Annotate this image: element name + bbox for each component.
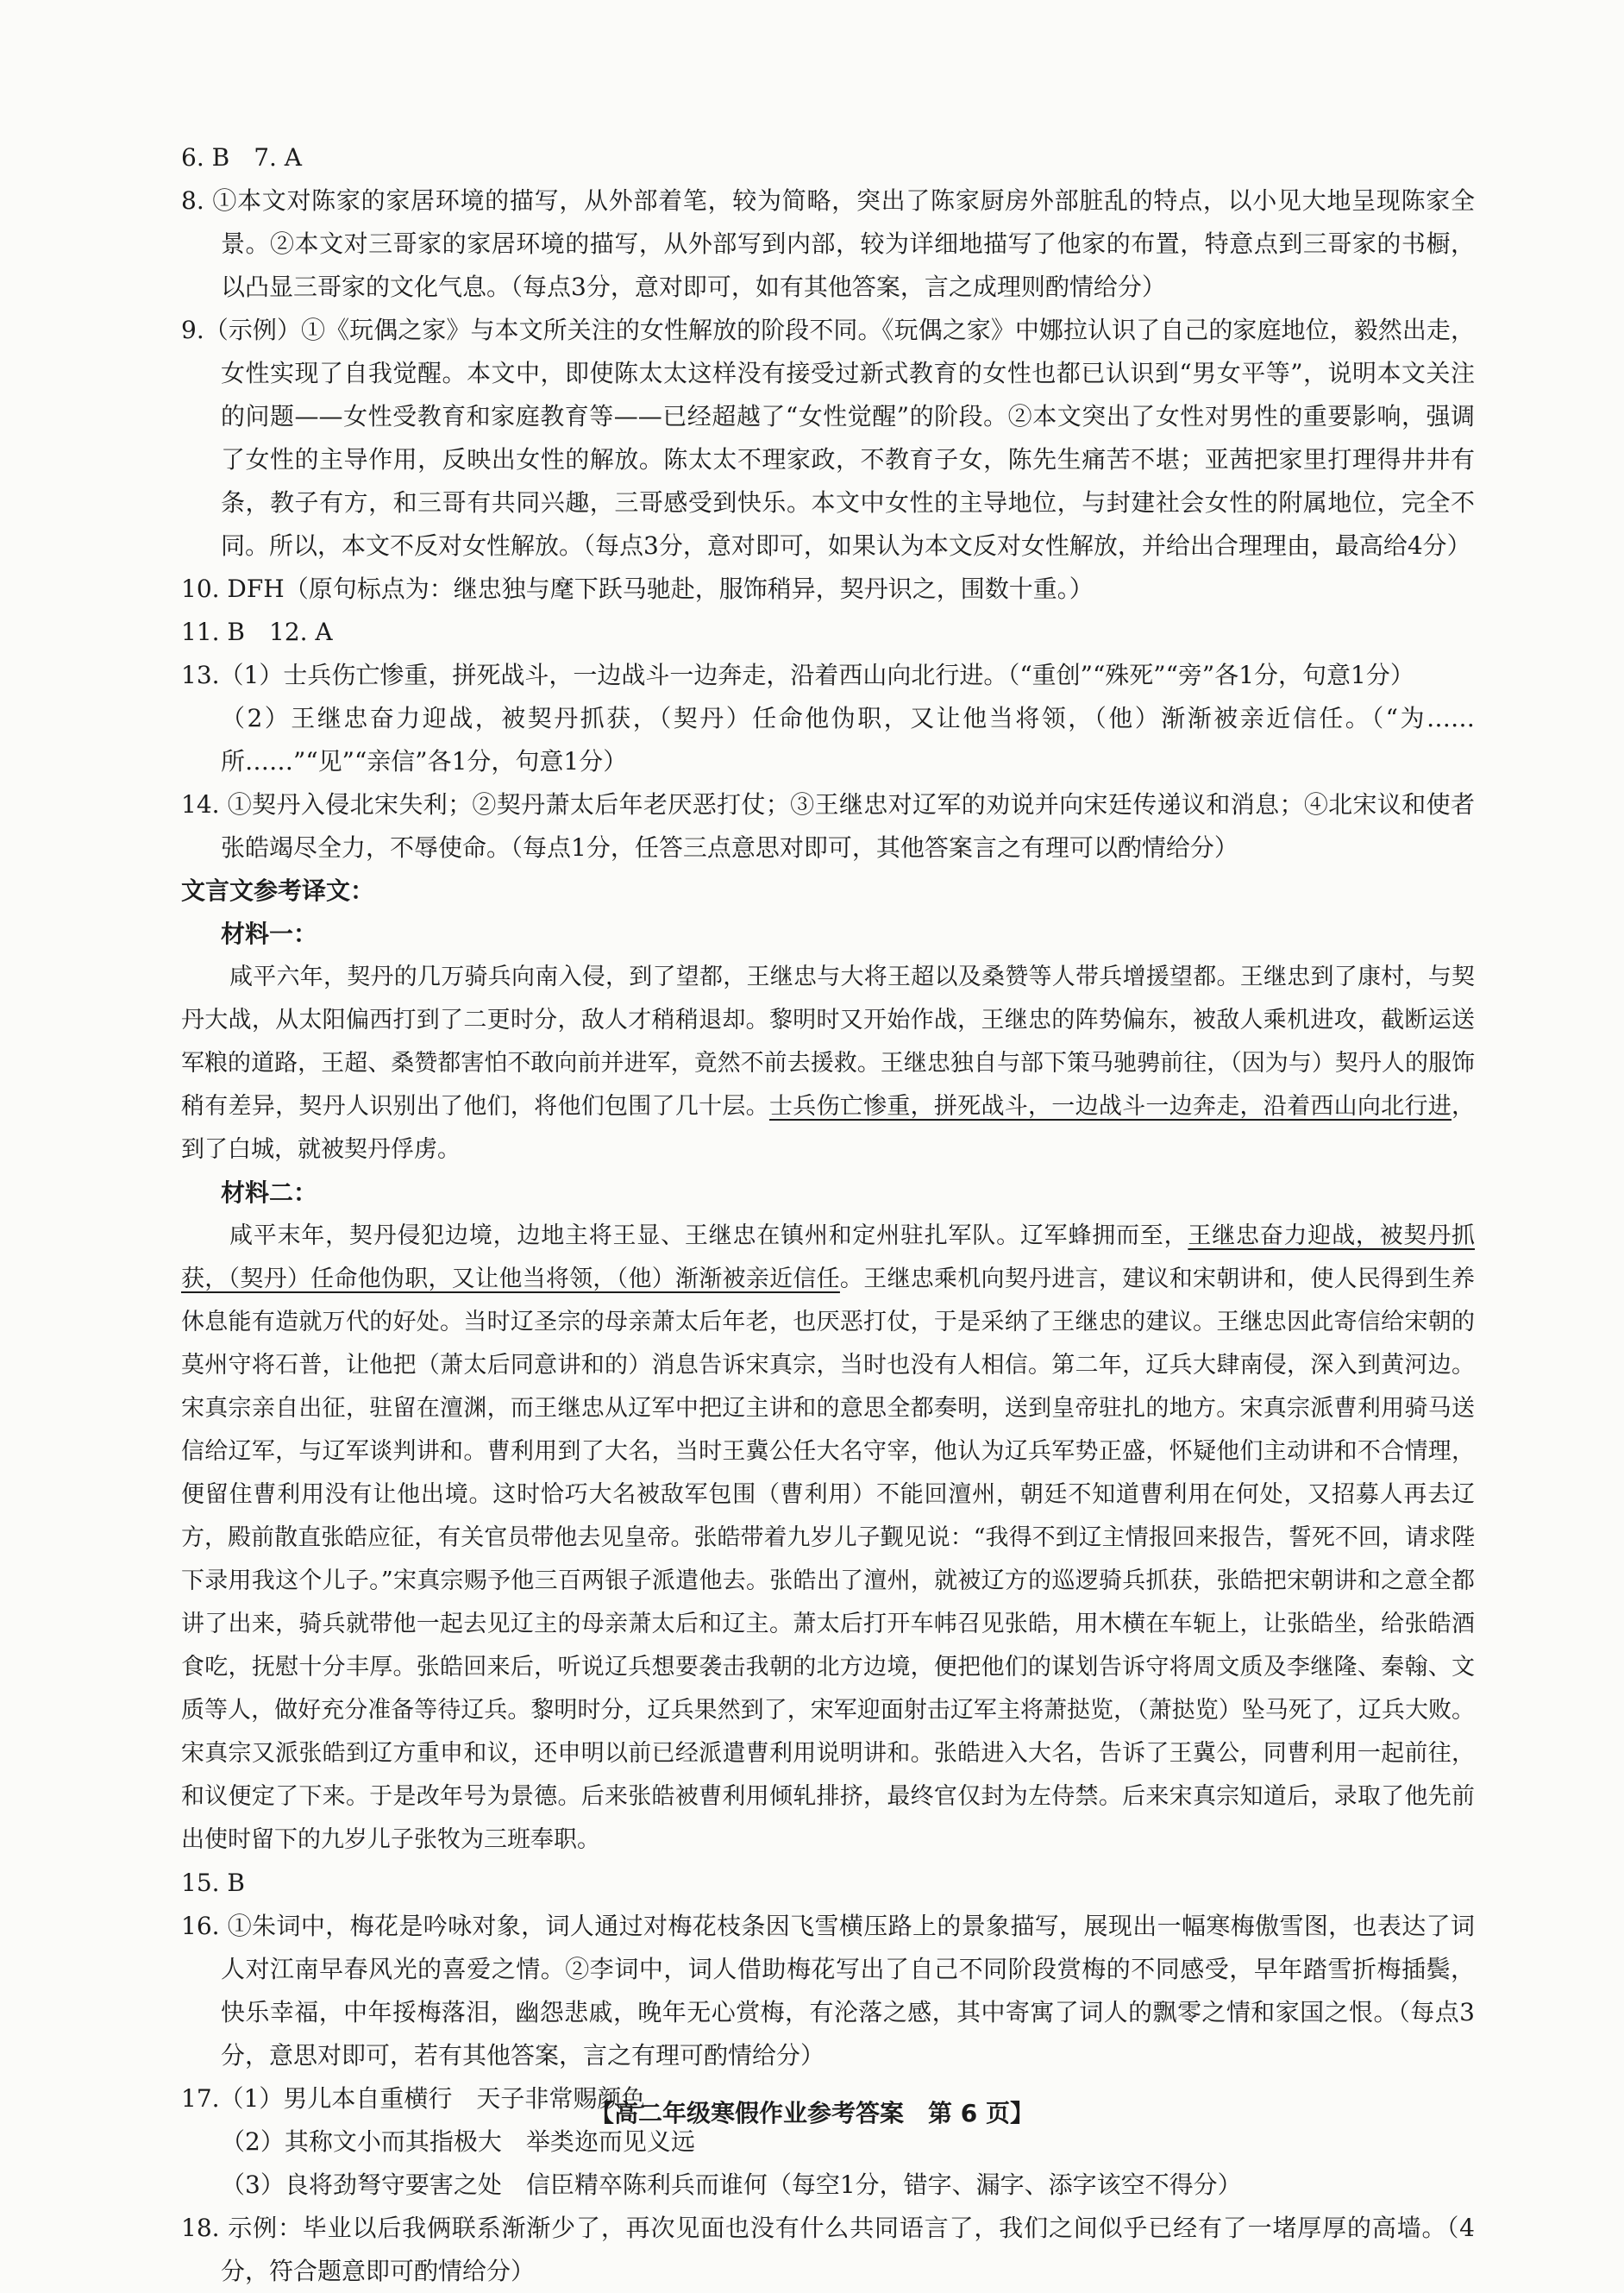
answer-17-3: （3）良将劲弩守要害之处 信臣精卒陈利兵而谁何（每空1分，错字、漏字、添字该空不得分）	[221, 2170, 1242, 2199]
material-2-underlined: 王继忠奋力迎战，被契丹抓获，（契丹）任命他伪职，又让他当将领，（他）渐渐被亲近信任	[181, 1222, 1476, 1292]
material-1-title: 材料一：	[221, 920, 318, 948]
material-1-underlined: 士兵伤亡惨重，拼死战斗，一边战斗一边奔走，沿着西山向北行进	[768, 1093, 1452, 1120]
answer-13-2: （2）王继忠奋力迎战，被契丹抓获，（契丹）任命他伪职，又让他当将领，（他）渐渐被亲近信任。（“为……所……”“见”“亲信”各1分，句意1分）	[221, 704, 1475, 776]
answer-17-1: 17.（1）男儿本自重横行 天子非常赐颜色	[181, 2084, 646, 2113]
answer-16: 16. ①朱词中，梅花是吟咏对象，词人通过对梅花枝条因飞雪横压路上的景象描写，展现出一幅寒梅傲雪图，也表达了词人对江南早春风光的喜爱之情。②李词中，词人借助梅花写出了自己不同阶段赏梅的不同感受，早年踏雪折梅插鬓，快乐幸福，中年挼梅落泪，幽怨悲戚，晚年无心赏梅，有沦落之感，其中寄寓了词人的飘零之情和家国之恨。（每点3分，意思对即可，若有其他答案，言之有理可酌情给分）	[181, 1912, 1475, 2070]
answer-14: 14. ①契丹入侵北宋失利；②契丹萧太后年老厌恶打仗；③王继忠对辽军的劝说并向宋廷传递议和消息；④北宋议和使者张皓竭尽全力，不辱使命。（每点1分，任答三点意思对即可，其他答案言之有理可以酌情给分）	[181, 790, 1475, 862]
material-1-text-part1: 咸平六年，契丹的几万骑兵向南入侵，到了望都，王继忠与大将王超以及桑赞等人带兵增援望都。王继忠到了康村，与契丹大战，从太阳偏西打到了二更时分，敌人才稍稍退却。黎明时又开始作战，王继忠的阵势偏东，被敌人乘机进攻，截断运送军粮的道路，王超、桑赞都害怕不敢向前并进军，竟然不前去援救。王继忠独自与部下策马驰骋前往，（因为与）契丹人的服饰稍有差异，契丹人识别出了他们，将他们包围了几十层。	[181, 964, 1475, 1120]
answer-18: 18. 示例：毕业以后我俩联系渐渐少了，再次见面也没有什么共同语言了，我们之间似乎已经有了一堵厚厚的高墙。（4分，符合题意即可酌情给分）	[181, 2214, 1475, 2285]
answer-content	[181, 136, 1475, 2293]
answer-8: 8. ①本文对陈家的家居环境的描写，从外部着笔，较为简略，突出了陈家厨房外部脏乱的特点，以小见大地呈现陈家全景。②本文对三哥家的家居环境的描写，从外部写到内部，较为详细地描写了他家的布置，特意点到三哥家的书橱，以凸显三哥家的文化气息。（每点3分，意对即可，如有其他答案，言之成理则酌情给分）	[181, 186, 1475, 301]
translation-heading: 文言文参考译文：	[181, 876, 375, 905]
material-2-text	[181, 1215, 1475, 1862]
answer-11-12: 11. B 12. A	[181, 618, 333, 646]
material-2-title: 材料二：	[221, 1178, 318, 1207]
answer-10: 10. DFH（原句标点为：继忠独与麾下跃马驰赴，服饰稍异，契丹识之，围数十重。）	[181, 575, 1094, 603]
material-2-text-part1: 咸平末年，契丹侵犯边境，边地主将王显、王继忠在镇州和定州驻扎军队。辽军蜂拥而至，	[229, 1222, 1188, 1249]
page-footer: 【高二年级寒假作业参考答案 第 6 页】	[590, 2099, 1034, 2127]
material-1-text-part2: ，到了白城，就被契丹俘虏。	[181, 1093, 1476, 1163]
answer-17-2: （2）其称文小而其指极大 举类迩而见义远	[221, 2127, 695, 2156]
answer-13-1: 13.（1）士兵伤亡惨重，拼死战斗，一边战斗一边奔走，沿着西山向北行进。（“重创”“殊死”“旁”各1分，句意1分）	[181, 661, 1414, 689]
material-2-text-part2: 。王继忠乘机向契丹进言，建议和宋朝讲和，使人民得到生养休息能有造就万代的好处。当时辽圣宗的母亲萧太后年老，也厌恶打仗，于是采纳了王继忠的建议。王继忠因此寄信给宋朝的莫州守将石普，让他把（萧太后同意讲和的）消息告诉宋真宗，当时也没有人相信。第二年，辽兵大肆南侵，深入到黄河边。宋真宗亲自出征，驻留在澶渊，而王继忠从辽军中把辽主讲和的意思全都奏明，送到皇帝驻扎的地方。宋真宗派曹利用骑马送信给辽军，与辽军谈判讲和。曹利用到了大名，当时王冀公任大名守宰，他认为辽兵军势正盛，怀疑他们主动讲和不合情理，便留住曹利用没有让他出境。这时恰巧大名被敌军包围（曹利用）不能回澶州，朝廷不知道曹利用在何处，又招募人再去辽方，殿前散直张皓应征，有关官员带他去见皇帝。张皓带着九岁儿子觐见说：“我得不到辽主情报回来报告，誓死不回，请求陛下录用我这个儿子。”宋真宗赐予他三百两银子派遣他去。张皓出了澶州，就被辽方的巡逻骑兵抓获，张皓把宋朝讲和之意全都讲了出来，骑兵就带他一起去见辽主的母亲萧太后和辽主。萧太后打开车帏召见张皓，用木横在车轭上，让张皓坐，给张皓酒食吃，抚慰十分丰厚。张皓回来后，听说辽兵想要袭击我朝的北方边境，便把他们的谋划告诉守将周文质及李继隆、秦翰、文质等人，做好充分准备等待辽兵。黎明时分，辽兵果然到了，宋军迎面射击辽军主将萧挞览，（萧挞览）坠马死了，辽兵大败。宋真宗又派张皓到辽方重申和议，还申明以前已经派遣曹利用说明讲和。张皓进入大名，告诉了王冀公，同曹利用一起前往，和议便定了下来。于是改年号为景德。后来张皓被曹利用倾轧排挤，最终官仅封为左侍禁。后来宋真宗知道后，录取了他先前出使时留下的九岁儿子张牧为三班奉职。	[181, 1266, 1476, 1853]
material-1-text	[181, 956, 1475, 1172]
answer-15: 15. B	[181, 1869, 246, 1897]
answer-6-7: 6. B 7. A	[181, 143, 303, 172]
answer-9: 9.（示例）①《玩偶之家》与本文所关注的女性解放的阶段不同。《玩偶之家》中娜拉认识了自己的家庭地位，毅然出走，女性实现了自我觉醒。本文中，即使陈太太这样没有接受过新式教育的女性也都已认识到“男女平等”，说明本文关注的问题——女性受教育和家庭教育等——已经超越了“女性觉醒”的阶段。②本文突出了女性对男性的重要影响，强调了女性的主导作用，反映出女性的解放。陈太太不理家政，不教育子女，陈先生痛苦不堪；亚茜把家里打理得井井有条，教子有方，和三哥有共同兴趣，三哥感受到快乐。本文中女性的主导地位，与封建社会女性的附属地位，完全不同。所以，本文不反对女性解放。（每点3分，意对即可，如果认为本文反对女性解放，并给出合理理由，最高给4分）	[181, 316, 1475, 560]
